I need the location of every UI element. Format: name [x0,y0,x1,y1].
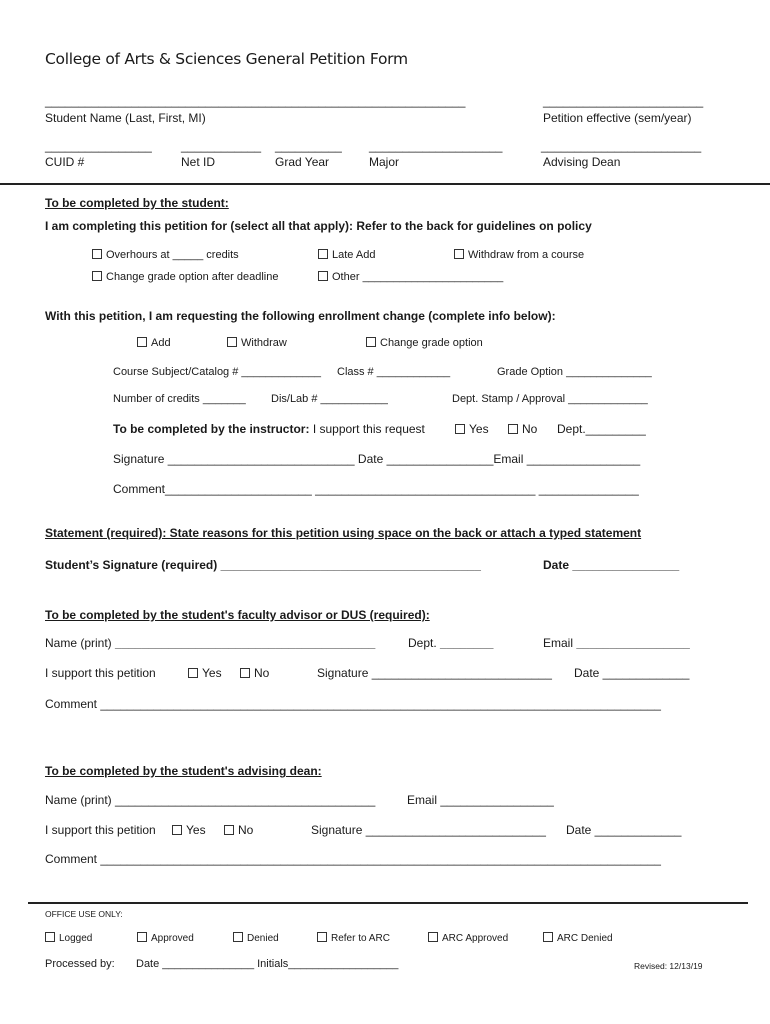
logged-label: Logged [59,933,93,944]
advisor-comment-field[interactable]: Comment ____________________________________________________________________________________ [45,697,661,711]
instructor-signature-field[interactable]: Signature ____________________________ Date ________________Email _________________ [113,452,641,466]
denied-label: Denied [247,933,279,944]
change-grade-option-label: Change grade option [380,337,483,349]
change-grade-option-checkbox[interactable] [366,337,483,349]
major-field[interactable]: ____________________ [369,139,503,153]
revision-date: Revised: 12/13/19 [634,961,703,971]
checkbox-icon [366,337,376,347]
checkbox-icon [233,932,243,942]
withdraw-course-checkbox[interactable] [454,249,584,261]
petition-reason-intro: I am completing this petition for (select all that apply): Refer to the back for guidelines on policy [45,219,592,233]
grad-year-label: Grad Year [275,155,330,169]
instructor-row [113,422,425,436]
checkbox-icon [240,668,250,678]
no-label: No [522,422,538,436]
processed-by-label: Processed by: [45,958,115,970]
dean-email-field[interactable]: Email _________________ [407,793,554,807]
change-grade-label: Change grade option after deadline [106,271,279,283]
change-grade-checkbox[interactable] [92,271,278,283]
advising-dean-label: Advising Dean [543,155,621,169]
petition-effective-field[interactable]: ________________________ [543,94,704,108]
student-signature-label: Student’s Signature (required) [45,558,218,572]
advising-dean-field[interactable]: ________________________ [541,139,702,153]
office-divider [28,902,748,904]
refer-arc-label: Refer to ARC [331,933,390,944]
cuid-field[interactable]: ________________ [45,139,152,153]
advisor-email-line: _________________ [576,636,690,650]
advisor-date-field[interactable]: Date _____________ [574,666,690,680]
advisor-name-field[interactable] [45,636,375,650]
dean-comment-field[interactable]: Comment ____________________________________________________________________________________ [45,852,661,866]
checkbox-icon [172,825,182,835]
dept-stamp-field[interactable]: Dept. Stamp / Approval _____________ [452,393,648,405]
instructor-yes-checkbox[interactable] [455,422,489,436]
grade-option-field[interactable]: Grade Option ______________ [497,366,652,378]
checkbox-icon [45,932,55,942]
other-label: Other _______________________ [332,271,504,283]
advisor-support-label: I support this petition [45,666,156,680]
cuid-label: CUID # [45,155,85,169]
checkbox-icon [318,249,328,259]
comment-label: Comment [113,482,166,496]
advisor-section-heading: To be completed by the student's faculty advisor or DUS (required): [45,608,430,622]
student-signature-row[interactable] [45,558,481,572]
yes-label: Yes [186,823,206,837]
arc-approved-checkbox[interactable] [428,932,508,944]
checkbox-icon [92,271,102,281]
instructor-no-checkbox[interactable] [508,422,537,436]
checkbox-icon [227,337,237,347]
checkbox-icon [455,424,465,434]
netid-label: Net ID [181,155,216,169]
course-subject-field[interactable]: Course Subject/Catalog # _____________ [113,366,321,378]
yes-label: Yes [469,422,489,436]
advisor-name-line: _______________________________________ [115,636,376,650]
instructor-dept-field[interactable]: Dept._________ [557,422,646,436]
student-date-line: ________________ [572,558,680,572]
statement-heading: Statement (required): State reasons for this petition using space on the back or attach a typed statement [45,526,642,540]
class-number-field[interactable]: Class # ____________ [337,366,451,378]
advisor-dept-field[interactable] [408,636,493,650]
instructor-support-label: I support this request [312,422,425,436]
no-label: No [254,666,270,680]
advisor-email-label: Email [543,636,574,650]
advisor-dept-label: Dept. [408,636,437,650]
approved-checkbox[interactable] [137,932,194,944]
checkbox-icon [428,932,438,942]
grad-year-field[interactable]: __________ [275,139,342,153]
refer-arc-checkbox[interactable] [317,932,390,944]
yes-label: Yes [202,666,222,680]
student-name-field[interactable]: _______________________________________________________________ [45,94,466,108]
checkbox-icon [508,424,518,434]
arc-approved-label: ARC Approved [442,933,509,944]
netid-field[interactable]: ____________ [181,139,262,153]
student-name-label: Student Name (Last, First, MI) [45,111,206,125]
section-divider [0,183,770,185]
dean-no-checkbox[interactable] [224,823,253,837]
checkbox-icon [543,932,553,942]
student-signature-line: _______________________________________ [220,558,481,572]
checkbox-icon [318,271,328,281]
comment-line: ______________________ _________________________________ _______________ [165,482,639,496]
advisor-yes-checkbox[interactable] [188,666,222,680]
advisor-email-field[interactable] [543,636,690,650]
dean-date-field[interactable]: Date _____________ [566,823,682,837]
overhours-checkbox[interactable] [92,249,239,261]
checkbox-icon [188,668,198,678]
instructor-comment-row[interactable] [113,482,639,496]
checkbox-icon [317,932,327,942]
advisor-name-label: Name (print) [45,636,112,650]
checkbox-icon [224,825,234,835]
withdraw-label: Withdraw [241,337,287,349]
petition-effective-label: Petition effective (sem/year) [543,111,692,125]
dean-yes-checkbox[interactable] [172,823,206,837]
other-checkbox[interactable] [318,271,503,283]
checkbox-icon [137,337,147,347]
enrollment-change-intro: With this petition, I am requesting the following enrollment change (complete info below): [45,309,556,323]
dean-name-field[interactable]: Name (print) _______________________________________ [45,793,376,807]
add-checkbox[interactable] [137,337,171,349]
approved-label: Approved [151,933,194,944]
dean-support-label: I support this petition [45,823,156,837]
advisor-no-checkbox[interactable] [240,666,269,680]
overhours-label: Overhours at _____ credits [106,249,239,261]
dean-signature-field[interactable]: Signature ___________________________ [311,823,546,837]
late-add-label: Late Add [332,249,376,261]
instructor-heading: To be completed by the instructor: [113,422,310,436]
dis-lab-field[interactable]: Dis/Lab # ___________ [271,393,388,405]
office-heading: OFFICE USE ONLY: [45,909,123,919]
add-label: Add [151,337,171,349]
processed-date-initials-field[interactable]: Date _______________ Initials__________________ [136,958,399,970]
denied-checkbox[interactable] [233,932,279,944]
no-label: No [238,823,254,837]
credits-field[interactable]: Number of credits _______ [113,393,246,405]
checkbox-icon [92,249,102,259]
checkbox-icon [454,249,464,259]
advisor-dept-line: ________ [440,636,494,650]
withdraw-course-label: Withdraw from a course [468,249,585,261]
arc-denied-label: ARC Denied [557,933,613,944]
late-add-checkbox[interactable] [318,249,375,261]
dean-section-heading: To be completed by the student's advising dean: [45,764,322,778]
student-date-label: Date [543,558,570,572]
arc-denied-checkbox[interactable] [543,932,613,944]
logged-checkbox[interactable] [45,932,92,944]
page-title: College of Arts & Sciences General Petition Form [45,50,408,68]
withdraw-checkbox[interactable] [227,337,287,349]
student-section-heading: To be completed by the student: [45,196,229,210]
major-label: Major [369,155,400,169]
advisor-signature-field[interactable]: Signature ___________________________ [317,666,552,680]
student-date-row[interactable] [543,558,679,572]
checkbox-icon [137,932,147,942]
